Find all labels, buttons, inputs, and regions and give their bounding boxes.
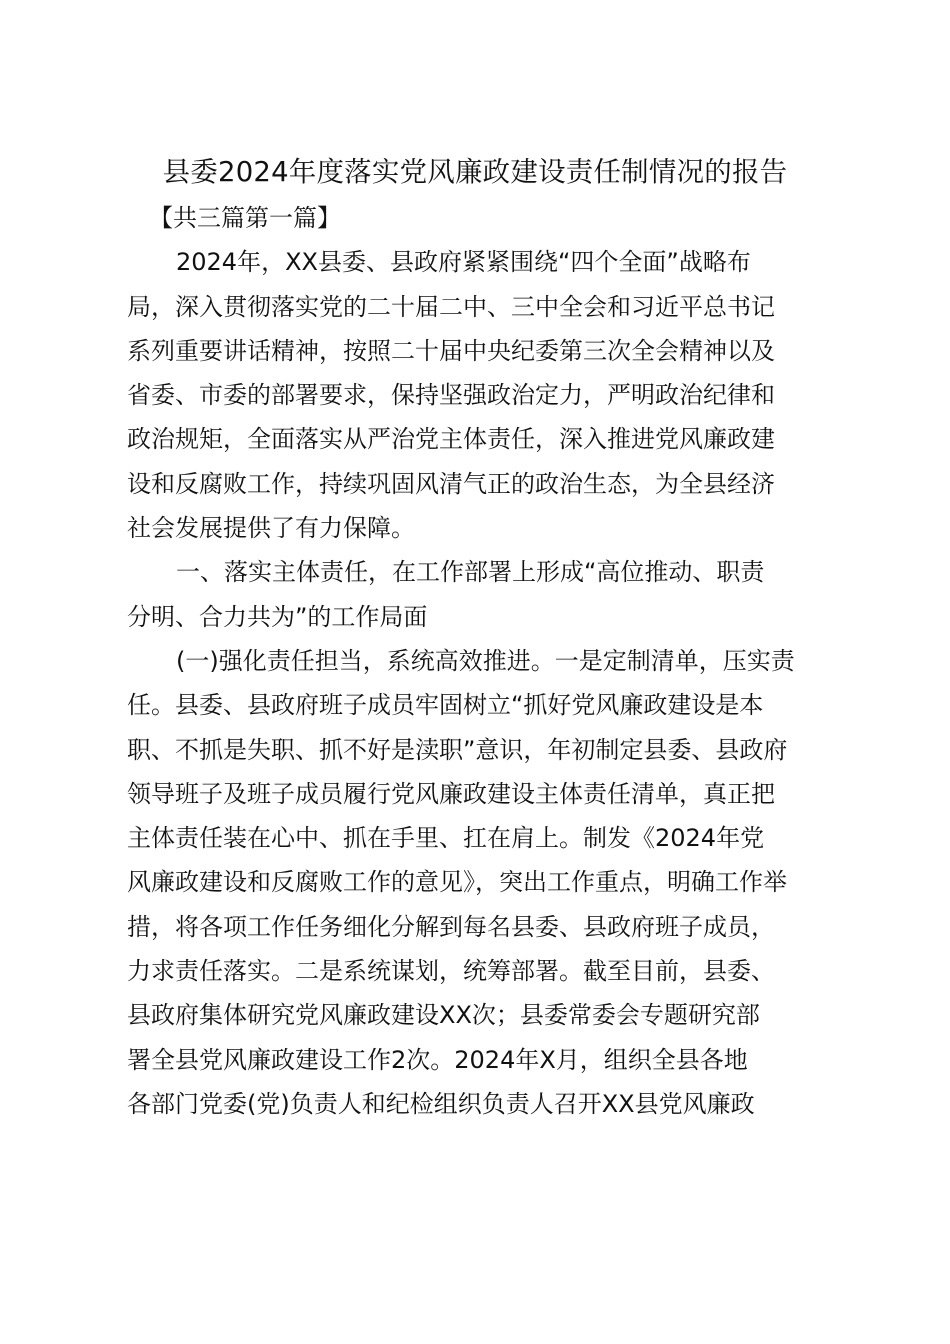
paragraph-line: 主体责任装在心中、抓在手里、扛在肩上。制发《2024年党	[127, 824, 765, 853]
paragraph-line: 力求责任落实。二是系统谋划，统筹部署。截至目前，县委、	[127, 957, 775, 986]
paragraph-line: 职、不抓是失职、抓不好是渎职”意识，年初制定县委、县政府	[127, 735, 788, 764]
paragraph-line: 领导班子及班子成员履行党风廉政建设主体责任清单，真正把	[127, 779, 775, 808]
paragraph-line: 省委、市委的部署要求，保持坚强政治定力，严明政治纪律和	[127, 381, 775, 410]
document-body	[127, 196, 827, 1126]
paragraph-line: 政治规矩，全面落实从严治党主体责任，深入推进党风廉政建	[127, 425, 775, 454]
section-heading-line: 分明、合力共为”的工作局面	[127, 602, 428, 631]
paragraph-line: 系列重要讲话精神，按照二十届中央纪委第三次全会精神以及	[127, 336, 775, 365]
paragraph-line: 设和反腐败工作，持续巩固风清气正的政治生态，为全县经济	[127, 469, 775, 498]
section-heading-line: 一、落实主体责任，在工作部署上形成“高位推动、职责	[176, 558, 765, 587]
paragraph-line: 2024年，XX县委、县政府紧紧围绕“四个全面”战略布	[176, 248, 751, 277]
paragraph-line: 署全县党风廉政建设工作2次。2024年X月，组织全县各地	[127, 1045, 748, 1074]
paragraph-line: 各部门党委(党)负责人和纪检组织负责人召开XX县党风廉政	[127, 1089, 755, 1118]
paragraph-line: (一)强化责任担当，系统高效推进。一是定制清单，压实责	[176, 646, 795, 675]
paragraph-line: 风廉政建设和反腐败工作的意见》，突出工作重点，明确工作举	[127, 868, 787, 897]
document-title: 县委2024年度落实党风廉政建设责任制情况的报告	[162, 156, 788, 188]
document-subtitle: 【共三篇第一篇】	[149, 204, 341, 232]
paragraph-line: 任。县委、县政府班子成员牢固树立“抓好党风廉政建设是本	[127, 691, 764, 720]
paragraph-line: 社会发展提供了有力保障。	[127, 514, 415, 543]
paragraph-line: 措，将各项工作任务细化分解到每名县委、县政府班子成员，	[127, 912, 775, 941]
paragraph-line: 局，深入贯彻落实党的二十届二中、三中全会和习近平总书记	[127, 292, 775, 321]
paragraph-line: 县政府集体研究党风廉政建设XX次；县委常委会专题研究部	[127, 1001, 760, 1030]
